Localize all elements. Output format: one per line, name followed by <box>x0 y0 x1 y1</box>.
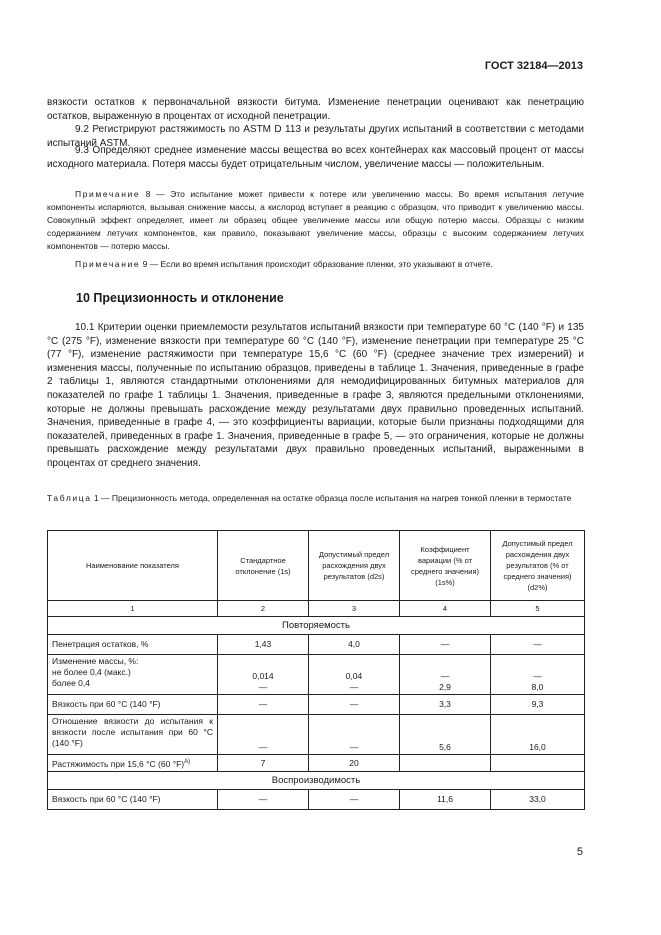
cell-value <box>309 655 400 695</box>
paragraph-continuation: вязкости остатков к первоначальной вязкости битума. Изменение пенетрации оценивают как пенетрацию остатков, выраженную в процентах от исходной пенетрации. <box>47 97 584 122</box>
note-8-text: 8 — Это испытание может привести к потере или увеличению массы. Во время испытания летучие компоненты испаряются, вызывая снижение массы, а кислород вступает в реакцию с образцом, что приводит к увеличению массы. Совокупный эффект определяет, имеет ли образец общее увеличение массы или общую потерю массы. Образцы с низким содержанием летучих компонентов, как правило, показывают увеличение массы, образцы с высоким содержанием летучих компонентов — потерю массы. <box>47 189 584 251</box>
cell-value-line: 0,04 <box>345 671 363 681</box>
cell-value: 33,0 <box>491 790 585 810</box>
row-name: Вязкость при 60 °С (140 °F) <box>48 790 218 810</box>
precision-table <box>47 530 585 810</box>
table-row <box>48 755 585 772</box>
cell-value <box>400 755 491 772</box>
header-d2-percent: Допустимый предел расхождения двух результатов (% от среднего значения) (d2%) <box>491 531 585 601</box>
col-num: 4 <box>400 601 491 617</box>
column-number-row <box>48 601 585 617</box>
cell-value <box>218 655 309 695</box>
col-num: 1 <box>48 601 218 617</box>
cell-value <box>491 755 585 772</box>
cell-value-line: — <box>440 671 450 681</box>
col-num: 2 <box>218 601 309 617</box>
cell-value: 7 <box>218 755 309 772</box>
header-d2s: Допустимый предел расхождения двух результатов (d2s) <box>309 531 400 601</box>
table-row <box>48 715 585 755</box>
cell-value <box>491 655 585 695</box>
table-row <box>48 655 585 695</box>
row-name-text: Растяжимость при 15,6 °С (60 °F) <box>52 758 185 769</box>
section-repeatability: Повторяемость <box>48 617 585 635</box>
cell-value: — <box>309 790 400 810</box>
cell-value <box>400 655 491 695</box>
row-name: Отношение вязкости до испытания к вязкости после испытания при 60 °С (140 °F) <box>48 715 218 755</box>
note-9-text: 9 — Если во время испытания происходит образование пленки, это указывают в отчете. <box>142 259 493 269</box>
cell-value: 5,6 <box>400 715 491 755</box>
table-caption <box>47 492 584 505</box>
row-name-line: Изменение массы, %: <box>52 656 139 666</box>
table-row <box>48 695 585 715</box>
cell-value: 11,6 <box>400 790 491 810</box>
table-row <box>48 790 585 810</box>
section-row-repeatability <box>48 617 585 635</box>
cell-value: — <box>400 635 491 655</box>
col-num: 3 <box>309 601 400 617</box>
cell-value-line: — <box>349 682 359 692</box>
cell-value: 4,0 <box>309 635 400 655</box>
page-number: 5 <box>576 846 583 858</box>
row-name-line: не более 0,4 (макс.) <box>52 667 131 677</box>
cell-value-line: 0,014 <box>252 671 274 681</box>
header-indicator: Наименование показателя <box>48 531 218 601</box>
table-caption-text: 1 — Прецизионность метода, определенная на остатке образца после испытания на нагрев тонкой пленки в термостате <box>93 493 572 503</box>
row-name <box>48 755 218 772</box>
row-name <box>48 655 218 695</box>
row-name: Пенетрация остатков, % <box>48 635 218 655</box>
standard-number: ГОСТ 32184—2013 <box>484 60 583 72</box>
cell-value: — <box>218 715 309 755</box>
row-name-line: более 0,4 <box>52 678 91 688</box>
note-9-label: Примечание <box>75 259 141 269</box>
footnote-marker: A) <box>184 758 191 765</box>
cell-value: — <box>218 695 309 715</box>
cell-value-line: — <box>258 682 268 692</box>
section-reproducibility: Воспроизводимость <box>48 772 585 790</box>
cell-value: 16,0 <box>491 715 585 755</box>
note-8 <box>47 188 584 253</box>
cell-value: — <box>309 695 400 715</box>
cell-value-line: 8,0 <box>531 682 544 692</box>
cell-value: — <box>218 790 309 810</box>
header-std-dev: Стандартное отклонение (1s) <box>218 531 309 601</box>
cell-value: 9,3 <box>491 695 585 715</box>
section-10-title: 10 Прецизионность и отклонение <box>76 291 284 305</box>
cell-value-line: — <box>533 671 542 681</box>
note-8-label: Примечание <box>75 189 141 199</box>
paragraph-9-3: 9.3 Определяют среднее изменение массы вещества во всех контейнерах как массовый процент от массы исходного материала. Потеря массы будет отрицательным числом, увеличение массы — положительным. <box>47 145 584 170</box>
section-row-reproducibility <box>48 772 585 790</box>
col-num: 5 <box>491 601 585 617</box>
cell-value: 20 <box>309 755 400 772</box>
paragraph-9-2: 9.2 Регистрируют растяжимость по ASTM D 113 и результаты других испытаний в соответствии с методами испытаний ASTM. <box>47 124 584 149</box>
table-header-row <box>48 531 585 601</box>
cell-value: 3,3 <box>400 695 491 715</box>
cell-value: — <box>309 715 400 755</box>
row-name: Вязкость при 60 °С (140 °F) <box>48 695 218 715</box>
note-9 <box>47 258 584 271</box>
table-caption-label: Таблица <box>47 493 92 503</box>
header-cv: Коэффициент вариации (% от среднего значения) (1s%) <box>400 531 491 601</box>
cell-value-line: 2,9 <box>439 682 451 692</box>
cell-value: — <box>491 635 585 655</box>
table-row <box>48 635 585 655</box>
paragraph-10-1: 10.1 Критерии оценки приемлемости результатов испытаний вязкости при температуре 60 °С (140 °F) и 135 °С (275 °F), изменение вязкости при температуре 60 °С (140 °F), изменение пенетрации при температуре 25 °С (77 °F), изменение растяжимости при температуре 15,6 °С (60 °F) (среднее значение трех измерений) и изменения массы, полученные по испытанию образцов, приведены в таблице 1. Значения, приведенные в графе 2 таблицы 1, являются стандартными отклонениями для немодифицированных битумных материалов для показателей по графе 1 таблицы 1. Значения, приведенные в графе 3, являются предельными отклонениями, которые не должны превышать расхождение между результатами двух правильно проведенных испытаний. Значения, приведенные в графе 4, — это коэффициенты вариации, которые были признаны подходящими для показателей, приведенных в графе 1. Значения, приведенные в графе 5, — это ограничения, которые не должны превышать расхождение между результатами двух правильно проведенных испытаний, выраженными в процентах от среднего значения. <box>47 322 584 469</box>
cell-value: 1,43 <box>218 635 309 655</box>
